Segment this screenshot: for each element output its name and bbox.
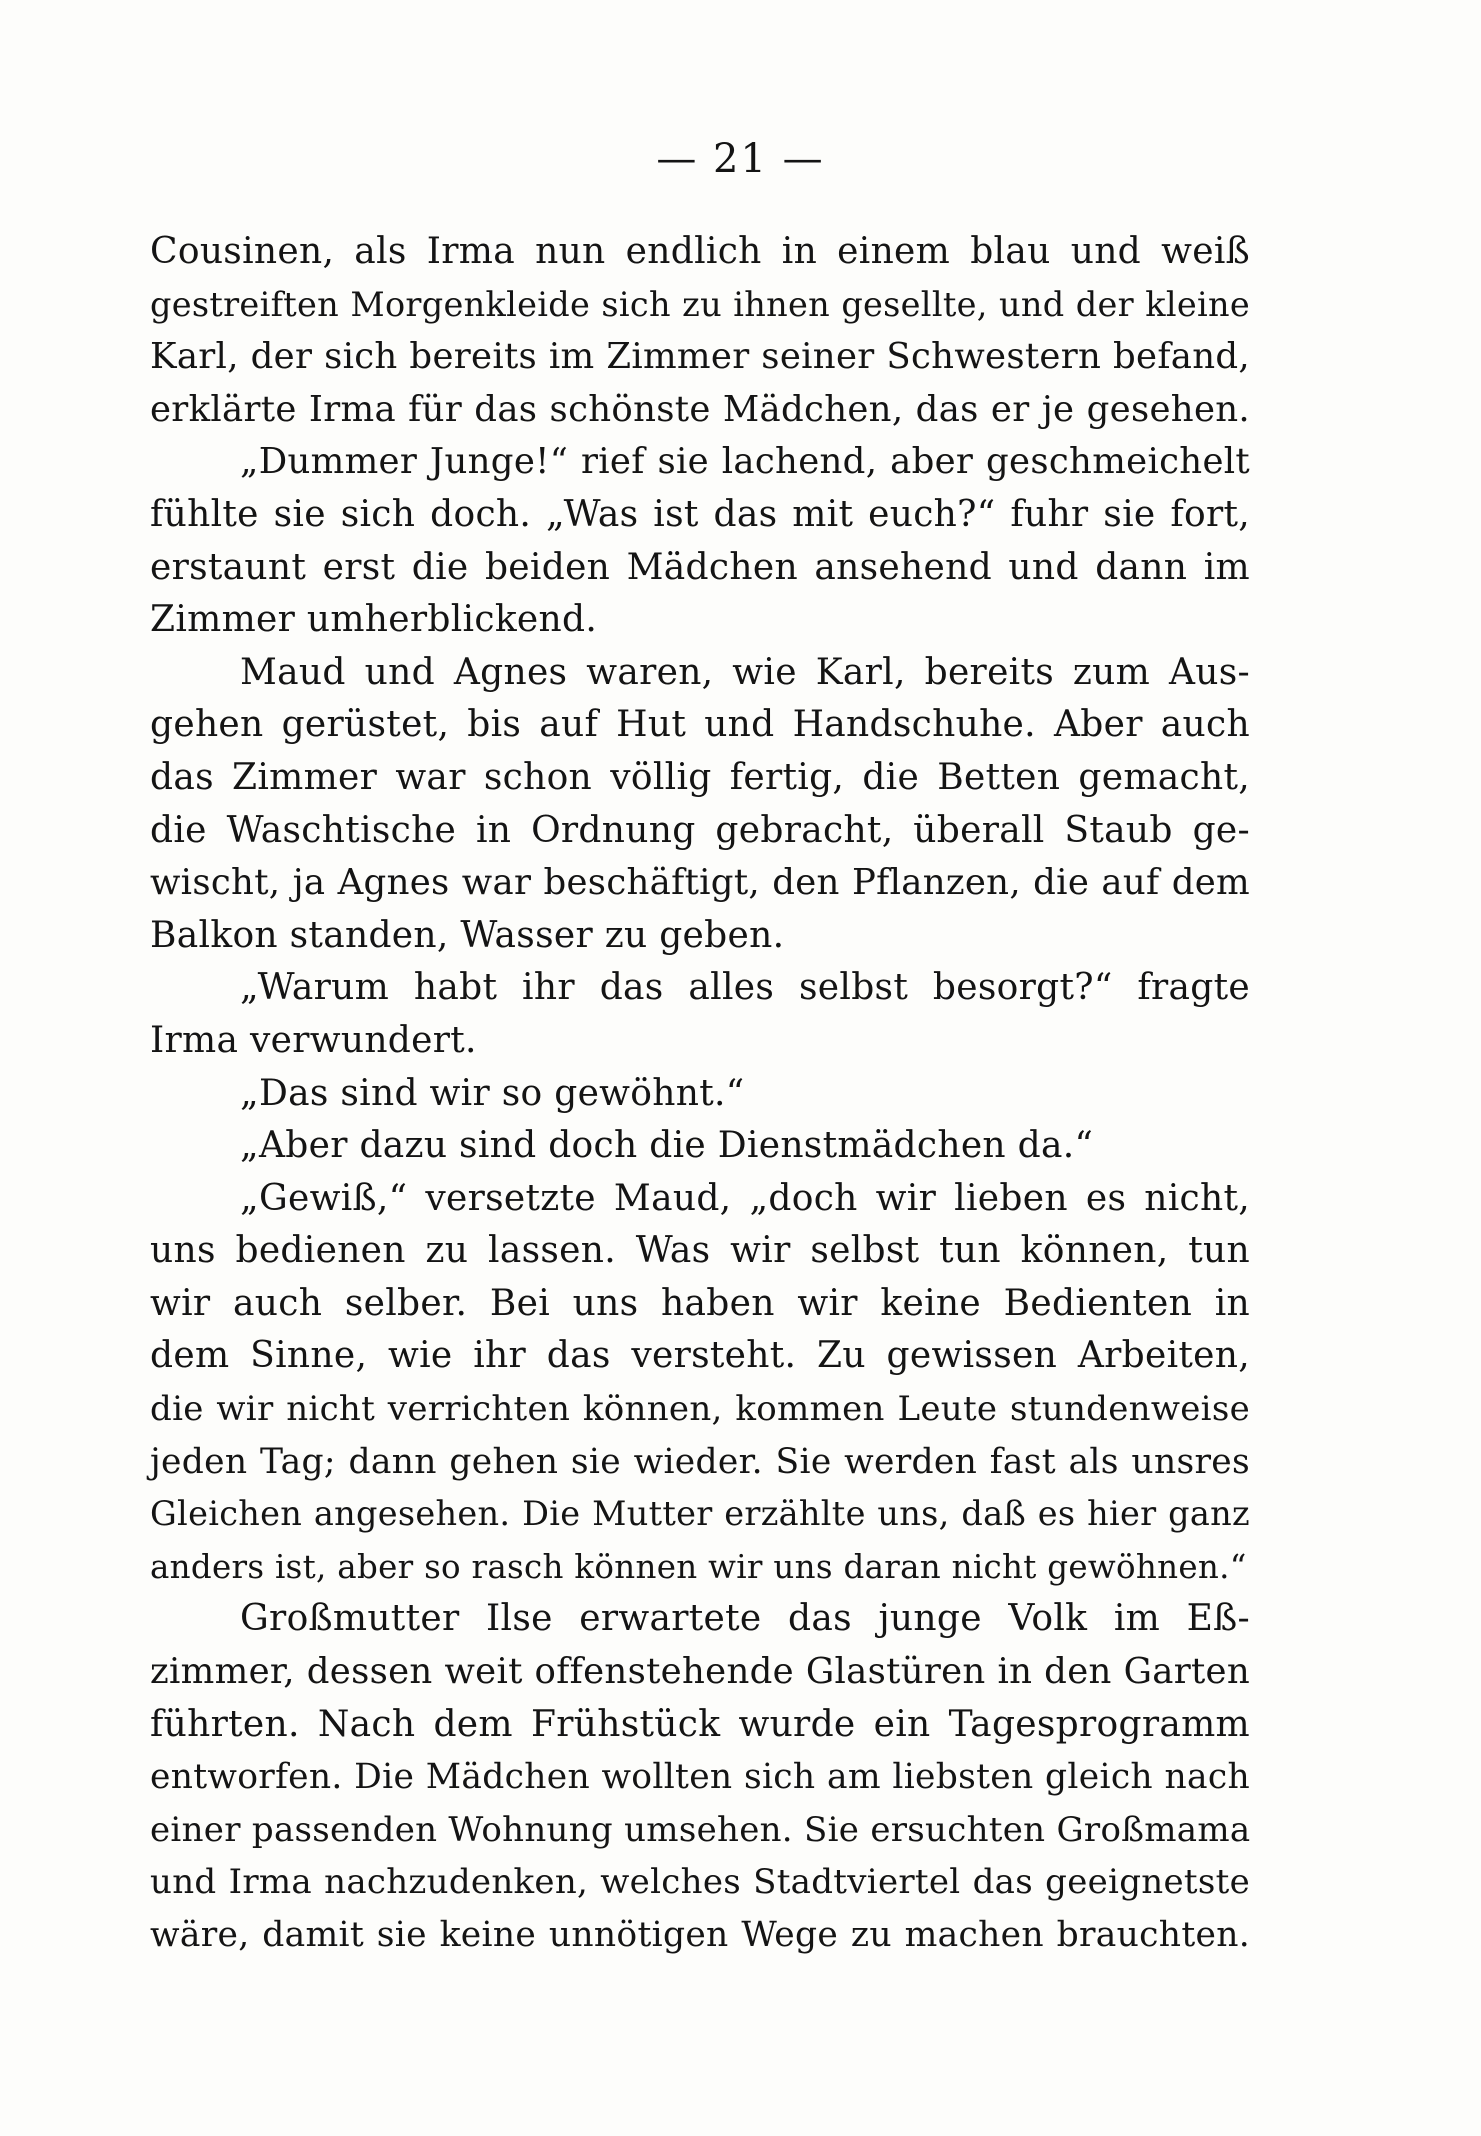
- text-line: anders ist, aber so rasch können wir uns daran nicht gewöhnen.“: [150, 1547, 1247, 1586]
- text-line: führten. Nach dem Frühstück wurde ein Tagesprogramm: [150, 1703, 1250, 1745]
- text-line: wäre, damit sie keine unnötigen Wege zu machen brauchten.: [150, 1915, 1250, 1955]
- text-line: „Dummer Junge!“ rief sie lachend, aber geschmeichelt: [240, 441, 1250, 483]
- text-line: gehen gerüstet, bis auf Hut und Handschuhe. Aber auch: [150, 704, 1250, 746]
- text-line: jeden Tag; dann gehen sie wieder. Sie werden fast als unsres: [150, 1441, 1250, 1482]
- text-line: „Aber dazu sind doch die Dienstmädchen da.“: [240, 1125, 1094, 1167]
- text-line: Cousinen, als Irma nun endlich in einem blau und weiß: [150, 231, 1250, 272]
- text-line: uns bedienen zu lassen. Was wir selbst tun können, tun: [150, 1230, 1250, 1272]
- page-number: — 21 —: [656, 136, 825, 182]
- text-line: Maud und Agnes waren, wie Karl, bereits zum Aus-: [240, 651, 1250, 693]
- body-text: [150, 226, 1250, 1962]
- text-line: und Irma nachzudenken, welches Stadtviertel das geeignetste: [150, 1862, 1250, 1903]
- text-line: Großmutter Ilse erwartete das junge Volk im Eß-: [240, 1598, 1250, 1640]
- text-line: erklärte Irma für das schönste Mädchen, das er je gesehen.: [150, 388, 1250, 430]
- text-line: Gleichen angesehen. Die Mutter erzählte uns, daß es hier ganz: [150, 1494, 1250, 1534]
- text-line: zimmer, dessen weit offenstehende Glastüren in den Garten: [150, 1651, 1250, 1693]
- text-line: einer passenden Wohnung umsehen. Sie ersuchten Großmama: [150, 1809, 1251, 1850]
- text-line: Balkon standen, Wasser zu geben.: [150, 914, 785, 956]
- text-line: Zimmer umherblickend.: [150, 599, 598, 641]
- text-line: fühlte sie sich doch. „Was ist das mit euch?“ fuhr sie fort,: [150, 493, 1250, 535]
- text-line: Irma verwundert.: [150, 1019, 477, 1061]
- text-line: „Das sind wir so gewöhnt.“: [240, 1072, 745, 1114]
- text-line: erstaunt erst die beiden Mädchen ansehend und dann im: [150, 546, 1250, 588]
- text-line: entworfen. Die Mädchen wollten sich am liebsten gleich nach: [150, 1757, 1250, 1798]
- text-line: gestreiften Morgenkleide sich zu ihnen gesellte, und der kleine: [150, 284, 1250, 324]
- text-line: die Waschtische in Ordnung gebracht, überall Staub ge-: [150, 809, 1250, 851]
- text-line: die wir nicht verrichten können, kommen Leute stundenweise: [150, 1389, 1250, 1430]
- text-line: „Warum habt ihr das alles selbst besorgt?“ fragte: [240, 967, 1250, 1009]
- text-line: Karl, der sich bereits im Zimmer seiner Schwestern befand,: [150, 336, 1250, 378]
- text-line: dem Sinne, wie ihr das versteht. Zu gewissen Arbeiten,: [150, 1335, 1250, 1377]
- text-line: das Zimmer war schon völlig fertig, die Betten gemacht,: [150, 756, 1250, 798]
- text-line: wir auch selber. Bei uns haben wir keine Bedienten in: [150, 1282, 1250, 1324]
- text-line: „Gewiß,“ versetzte Maud, „doch wir lieben es nicht,: [240, 1177, 1250, 1219]
- text-line: wischt, ja Agnes war beschäftigt, den Pflanzen, die auf dem: [150, 862, 1250, 904]
